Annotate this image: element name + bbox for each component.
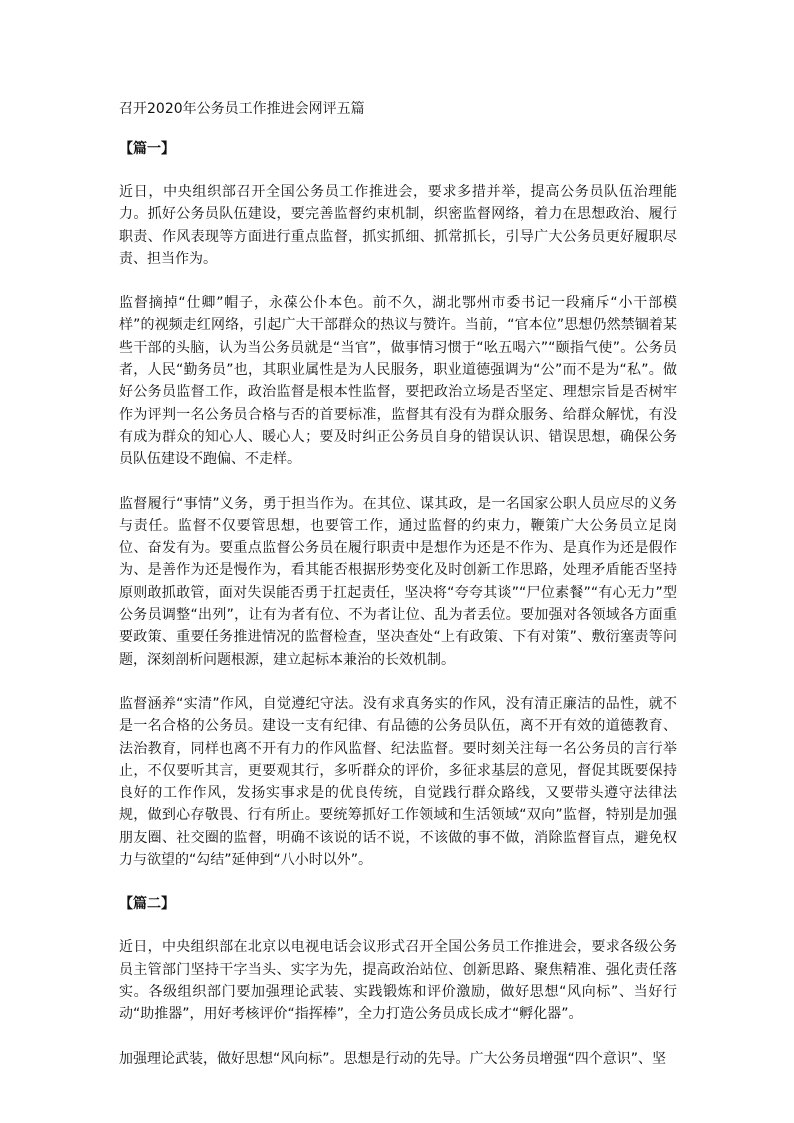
- paragraph: 监督涵养“实清”作风，自觉遵纪守法。没有求真务实的作风，没有清正廉洁的品性，就不是一名合格的公务员。建设一支有纪律、有品德的公务员队伍，离不开有效的道德教育、法治教育，同样也离不开有力的作风监督、纪法监督。要时刻关注每一名公务员的言行举止，不仅要听其言，更要观其行，多听群众的评价，多征求基层的意见，督促其既要保持良好的工作作风，发扬实事求是的优良传统，自觉践行群众路线，又要带头遵守法律法规，做到心存敬畏、行有所止。要统筹抓好工作领域和生活领域“双向”监督，特别是加强朋友圈、社交圈的监督，明确不该说的话不说，不该做的事不做，消除监督盲点，避免权力与欲望的“勾结”延伸到“八小时以外”。: [119, 695, 677, 869]
- paragraph: 近日，中央组织部在北京以电视电话会议形式召开全国公务员工作推进会，要求各级公务员主管部门坚持干字当头、实字为先，提高政治站位、创新思路、聚焦精准、强化责任落实。各级组织部门要加强理论武装、实践锻炼和评价激励，做好思想“风向标”、当好行动“助推器”，用好考核评价“指挥棒”，全力打造公务员成长成才“孵化器”。: [119, 939, 677, 1023]
- document-page: [119, 98, 677, 1070]
- paragraph: 加强理论武装，做好思想“风向标”。思想是行动的先导。广大公务员增强“四个意识”、坚: [119, 1050, 667, 1067]
- paragraph: 近日，中央组织部召开全国公务员工作推进会，要求多措并举，提高公务员队伍治理能力。抓好公务员队伍建设，要完善监督约束机制，织密监督网络，着力在思想政治、履行职责、作风表现等方面进行重点监督，抓实抓细、抓常抓长，引导广大公务员更好履职尽责、担当作为。: [119, 184, 677, 267]
- section-2: [119, 893, 677, 1069]
- section-heading: 【篇二】: [119, 896, 175, 913]
- paragraph: 监督摘掉“仕卿”帽子，永葆公仆本色。前不久，湖北鄂州市委书记一段痛斥“小干部模样”的视频走红网络，引起广大干部群众的热议与赞许。当前，“官本位”思想仍然禁锢着某些干部的头脑，认为当公务员就是“当官”，做事情习惯于“吆五喝六”“颐指气使”。公务员者，人民“勤务员”也，其职业属性是为人民服务，职业道德强调为“公”而不是为“私”。做好公务员监督工作，政治监督是根本性监督，要把政治立场是否坚定、理想宗旨是否树牢作为评判一名公务员合格与否的首要标准，监督其有没有为群众服务、给群众解忧，有没有成为群众的知心人、暖心人；要及时纠正公务员自身的错误认识、错误思想，确保公务员队伍建设不跑偏、不走样。: [119, 295, 677, 468]
- document-title: 召开2020年公务员工作推进会网评五篇: [119, 101, 365, 117]
- paragraph: 监督履行“事情”义务，勇于担当作为。在其位、谋其政，是一名国家公职人员应尽的义务与责任。监督不仅要管思想，也要管工作，通过监督的约束力，鞭策广大公务员立足岗位、奋发有为。要重点监督公务员在履行职责中是想作为还是不作为、是真作为还是假作为、是善作为还是慢作为，看其能否根据形势变化及时创新工作思路，处理矛盾能否坚持原则敢抓敢管，面对失误能否勇于扛起责任，坚决将“夸夸其谈”“尸位素餐”“有心无力”型公务员调整“出列”，让有为者有位、不为者让位、乱为者丢位。要加强对各领域各方面重要政策、重要任务推进情况的监督检查，坚决查处“上有政策、下有对策”、敷衍塞责等问题，深刻剖析问题根源，建立起标本兼治的长效机制。: [119, 495, 677, 668]
- section-heading: 【篇一】: [119, 141, 175, 157]
- section-1: [119, 138, 677, 871]
